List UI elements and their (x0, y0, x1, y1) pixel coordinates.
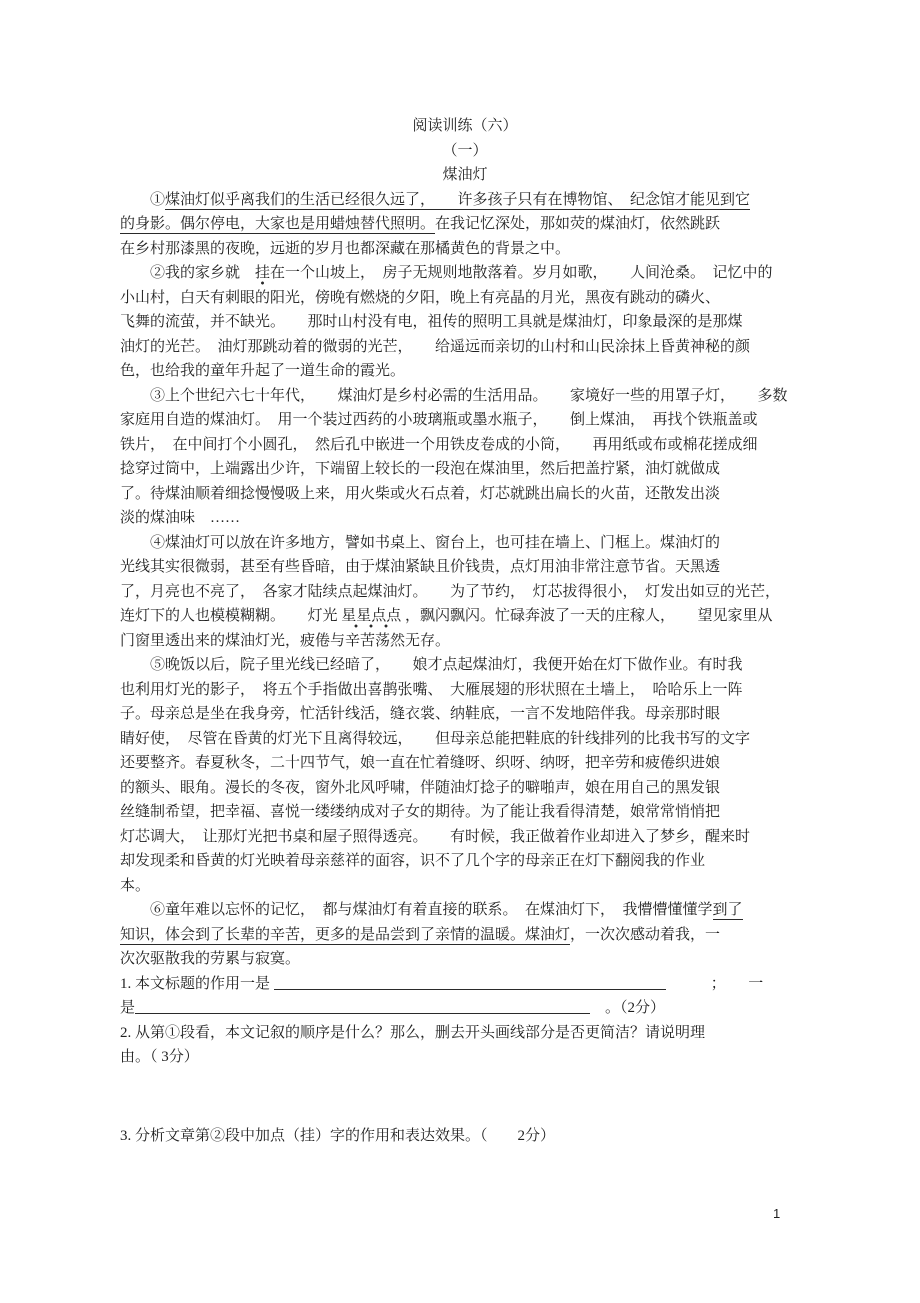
paragraph-line (120, 947, 810, 972)
text-run: 在我记忆深处，那如荧的煤油灯，依然跳跃 (435, 216, 721, 232)
paragraph-line (120, 555, 810, 580)
paragraph-line (120, 874, 810, 899)
article-title: 煤油灯 (442, 167, 488, 183)
paragraph-line (120, 359, 810, 384)
page-number: 1 (773, 1206, 781, 1221)
text-run: 家庭用自造的煤油灯。 用一个装过西药的小玻璃瓶或墨水瓶子， 倒上煤油， 再找个铁瓶盖或 (120, 412, 758, 428)
text-run: ③上个世纪六七十年代， 煤油灯是乡村必需的生活用品。 家境好一些的用罩子灯， 多数 (120, 387, 788, 404)
text-run: 的额头、眼角。漫长的冬夜，窗外北风呼啸，伴随油灯捻子的噼啪声，娘在用自己的黑发银 (120, 779, 721, 796)
text-run: 门窗里透出来的煤油灯光，疲倦与辛苦荡然无存。 (120, 632, 451, 649)
text-run: 次次驱散我的劳累与寂寞。 (120, 951, 301, 967)
paragraph-line (120, 310, 810, 335)
text-run: 子。母亲总是坐在我身旁，忙活针线活，缝衣裳、纳鞋底，一言不发地陪伴我。母亲那时眼 (120, 706, 721, 722)
paragraph-line (120, 898, 810, 923)
paragraph-line (120, 776, 810, 801)
document-content (120, 114, 810, 1148)
paragraph-line (120, 531, 810, 556)
text-run: ① (120, 191, 166, 208)
paragraph-line (120, 212, 810, 237)
paragraph-line (120, 604, 810, 629)
text-run: 。（2分） (590, 1000, 666, 1016)
fill-in-blank (274, 975, 666, 990)
section-label: （一） (442, 142, 488, 159)
paragraph-line (120, 261, 810, 286)
question-line (120, 1124, 810, 1149)
text-run: 油灯的光芒。 油灯那跳动着的微弱的光芒， 给遥远而亲切的山村和山民涂抹上昏黄神秘的颜 (120, 338, 751, 355)
article-body (120, 188, 810, 972)
text-run: ⑥童年难以忘怀的记忆， 都与煤油灯有着直接的联系。 在煤油灯下， 我懵懵懂懂学 (120, 902, 713, 918)
text-run: 光线其实很微弱，甚至有些昏暗，由于煤油紧缺且价钱贵，点灯用油非常注意节省。天黑透 (120, 559, 721, 575)
paragraph-line (120, 188, 810, 213)
paragraph-line (120, 408, 810, 433)
text-run: 飞舞的流萤，并不缺光。 那时山村没有电，祖传的照明工具就是煤油灯，印象最深的是那煤 (120, 314, 743, 330)
text-run: ②我的家乡就 (120, 265, 256, 281)
paragraph-line (120, 629, 810, 654)
paragraph-line (120, 751, 810, 776)
text-run: 是 (120, 1000, 136, 1016)
exercise-title: 阅读训练（六） (412, 118, 518, 134)
text-run: 了。待煤油顺着细捻慢慢吸上来，用火柴或火石点着，灯芯就跳出扁长的火苗，还散发出淡 (120, 485, 721, 502)
text-run: 1. 本文标题的作用一是 (120, 975, 274, 992)
text-run: 在乡村那漆黑的夜晚，远逝的岁月也都深藏在那橘黄色的背景之中。 (120, 240, 571, 257)
text-run: 在一个山坡上， 房子无规则地散落着。岁月如歌， 人间沧桑。 记忆中的 (270, 265, 773, 281)
paragraph-line (120, 457, 810, 482)
text-run: 小山村，白天有刺眼的阳光，傍晚有燃烧的夕阳，晚上有亮晶的月光，黑夜有跳动的磷火、 (120, 289, 721, 306)
text-run: 还要整齐。春夏秋冬，二十四节气，娘一直在忙着缝呀、织呀、纳呀，把辛劳和疲倦织进娘 (120, 755, 721, 771)
paragraph-line (120, 678, 810, 703)
text-run: 捻穿过筒中，上端露出少许，下端留上较长的一段泡在煤油里，然后把盖拧紧，油灯就做成 (120, 461, 721, 477)
text-run: 色，也给我的童年升起了一道生命的霞光。 (120, 363, 406, 379)
text-run: 睛好使， 尽管在昏黄的灯光下且离得较远， 但母亲总能把鞋底的针线排列的比我书写的文字 (120, 730, 751, 747)
text-run: ④煤油灯可以放在许多地方，譬如书桌上、窗台上，也可挂在墙上、门框上。煤油灯的 (120, 534, 721, 551)
text-run: 灯芯调大， 让那灯光把书桌和屋子照得透亮。 有时候，我正做着作业却进入了梦乡，醒来时 (120, 828, 751, 845)
paragraph-line (120, 433, 810, 458)
emphasis-dotted-text: 星星点点 (341, 608, 402, 624)
text-run: 连灯下的人也模模糊糊。 灯光 (120, 608, 342, 624)
emphasis-dotted-text: 挂 (255, 265, 271, 281)
text-run: 淡的煤油味 …… (120, 510, 241, 526)
text-run: 丝缝制希望，把幸福、喜悦一缕缕纳成对子女的期待。为了能让我看得清楚，娘常常悄悄把 (120, 804, 721, 820)
paragraph-line (120, 923, 810, 948)
questions-section (120, 972, 810, 1149)
underlined-text: 到了 (712, 902, 743, 918)
text-run: ，飘闪飘闪。忙碌奔波了一天的庄稼人， 望见家里从 (401, 608, 773, 624)
paragraph-line (120, 653, 810, 678)
paragraph-line (120, 727, 810, 752)
text-run: 本。 (120, 877, 151, 894)
text-run: ⑤晚饭以后，院子里光线已经暗了， 娘才点起煤油灯，我便开始在灯下做作业。有时我 (120, 657, 743, 673)
question-line (120, 1021, 810, 1046)
text-run: 由。（ 3分） (120, 1049, 199, 1065)
paragraph-line (120, 335, 810, 360)
question-line (120, 972, 810, 997)
paragraph-line (120, 849, 810, 874)
underlined-text: 的身影。偶尔停电，大家也是用蜡烛替代照明。 (120, 216, 436, 232)
text-run: ； 一 (665, 975, 764, 992)
text-run: 却发现柔和昏黄的灯光映着母亲慈祥的面容，识不了几个字的母亲正在灯下翻阅我的作业 (120, 853, 706, 869)
paragraph-line (120, 825, 810, 850)
text-run: 铁片， 在中间打个小圆孔， 然后孔中嵌进一个用铁皮卷成的小筒， 再用纸或布或棉花搓成细 (120, 436, 758, 453)
paragraph-line (120, 800, 810, 825)
underlined-text: 煤油灯似乎离我们的生活已经很久远了， 许多孩子只有在博物馆、 纪念馆才能见到它 (165, 191, 751, 208)
text-run: 了，月亮也不亮了， 各家才陆续点起煤油灯。 为了节约， 灯芯拔得很小， 灯发出如豆的光芒， (120, 583, 781, 600)
text-run: ，一次次感动着我，一 (570, 926, 721, 943)
paragraph-line (120, 286, 810, 311)
document-header (120, 114, 810, 188)
question-line (120, 996, 810, 1021)
paragraph-line (120, 237, 810, 262)
paragraph-line (120, 506, 810, 531)
text-run: 2. 从第①段看，本文记叙的顺序是什么？那么，删去开头画线部分是否更简洁？请说明理 (120, 1024, 706, 1041)
paragraph-line (120, 482, 810, 507)
paragraph-line (120, 580, 810, 605)
text-run: 也利用灯光的影子， 将五个手指做出喜鹊张嘴、 大雁展翅的形状照在土墙上， 哈哈乐上一阵 (120, 681, 743, 698)
text-run: 3. 分析文章第②段中加点（挂）字的作用和表达效果。（ 2分） (120, 1127, 556, 1144)
underlined-text: 知识，体会到了长辈的辛苦，更多的是品尝到了亲情的温暖。煤油灯 (120, 926, 571, 943)
paragraph-line (120, 384, 810, 409)
question-line (120, 1045, 810, 1070)
paragraph-line (120, 702, 810, 727)
fill-in-blank (135, 999, 590, 1014)
